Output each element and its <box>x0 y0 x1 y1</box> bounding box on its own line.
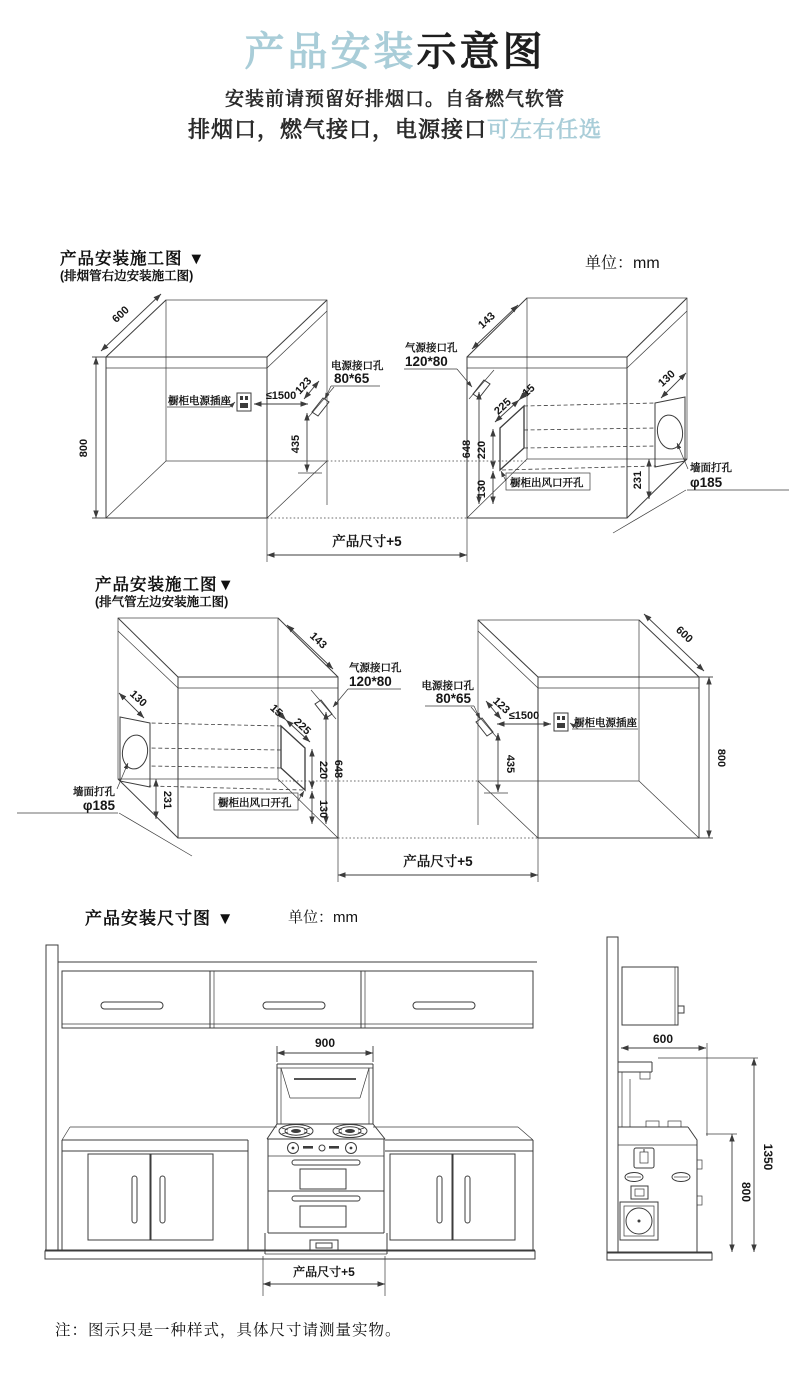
socket-icon <box>554 713 568 731</box>
diagram-kitchen-elevation <box>0 935 790 1300</box>
dim-total-height: 1350 <box>761 1143 775 1171</box>
cabinet-handle <box>465 1176 470 1223</box>
power-hole <box>476 718 493 736</box>
page-subtitle-2 <box>0 113 790 144</box>
pot-support <box>646 1121 659 1127</box>
drawer-handle <box>292 1160 360 1165</box>
label-wall-hole: 墙面打孔 <box>73 786 115 798</box>
product-width-dimension <box>267 461 527 562</box>
stove-side-profile <box>618 1062 702 1252</box>
vent-opening <box>281 726 305 790</box>
dim-vent-top-offset: 15 <box>267 702 285 720</box>
dim-vent-top-offset: 15 <box>520 382 538 400</box>
cabinet-handle <box>437 1176 442 1223</box>
label-vent-opening: 橱柜出风口开孔 <box>218 797 292 809</box>
integrated-stove <box>263 1036 387 1296</box>
power-hole <box>312 398 329 416</box>
floor-hatch <box>45 1251 535 1259</box>
dim-vent-height: 220 <box>317 760 329 780</box>
dim-cabinet-depth: 600 <box>673 624 695 646</box>
cabinet-right-dimensions <box>404 305 789 533</box>
label-wall-hole-size: φ185 <box>690 475 723 490</box>
control-marks <box>329 1146 339 1149</box>
upper-cabinets <box>62 971 533 1028</box>
side-outlet <box>631 1186 648 1199</box>
cabinet-knob <box>678 1006 684 1013</box>
socket-icon <box>237 393 251 411</box>
label-power-hole-size: 80*65 <box>334 371 370 386</box>
product-width-dimension <box>263 1256 385 1296</box>
diagram3-title: 产品安装尺寸图 ▼ <box>85 909 235 928</box>
label-gas-hole-size: 120*80 <box>349 674 392 689</box>
diagram-vent-right <box>0 280 790 580</box>
base-cabinet-right <box>390 1140 533 1250</box>
page-title-accent: 产品安装 <box>244 30 417 74</box>
cabinet-left-wireframe <box>106 300 327 518</box>
page-title-main: 示意图 <box>416 30 546 74</box>
side-socket <box>634 1148 654 1168</box>
dim-depth: 600 <box>652 1032 674 1046</box>
cooktop <box>267 1124 385 1139</box>
dim-counter-height: 800 <box>739 1181 753 1203</box>
floor-hatch-side <box>607 1253 712 1260</box>
side-tab <box>697 1160 702 1169</box>
page-subtitle-2-dark: 排烟口，燃气接口，电源接口 <box>187 117 487 142</box>
label-vent-opening: 橱柜出风口开孔 <box>510 477 584 489</box>
cabinet-handle <box>132 1176 137 1223</box>
control-button-center <box>319 1145 325 1151</box>
dim-power-hole-offset: 123 <box>490 695 512 717</box>
dim-vent-height: 220 <box>476 440 488 460</box>
cabinet-handle <box>413 1002 475 1009</box>
label-power-hole: 电源接口孔 <box>421 680 474 692</box>
diagram1-title: 产品安装施工图 ▼ <box>60 250 206 268</box>
gas-hole <box>473 380 490 398</box>
label-gas-hole: 气源接口孔 <box>405 342 458 354</box>
dim-cabinet-height: 800 <box>715 748 727 768</box>
dim-side-height: 648 <box>461 439 473 459</box>
dim-top-offset: 143 <box>476 310 498 332</box>
wall-hole-circle <box>120 733 149 770</box>
dim-side-height: 648 <box>332 759 344 779</box>
dim-wall-hole-offset: 130 <box>656 368 678 390</box>
diagram-vent-left <box>0 610 790 900</box>
diagram2-title: 产品安装施工图▼ <box>95 576 235 594</box>
dim-vent-bottom: 130 <box>317 799 329 819</box>
dim-product-width: 产品尺寸+5 <box>293 1265 355 1279</box>
dim-power-hole-height: 435 <box>504 754 516 774</box>
diagram3-unit: 单位：mm <box>288 909 358 926</box>
kick-vent <box>310 1240 338 1251</box>
dim-socket-distance: ≤1500 <box>265 390 297 402</box>
drawer-handle <box>292 1196 360 1201</box>
base-cabinet-left <box>62 1140 248 1250</box>
wall-hole-frame <box>655 397 685 467</box>
label-cabinet-socket: 橱柜电源插座 <box>168 395 231 407</box>
upper-cabinet-side <box>622 967 684 1025</box>
dim-wall-hole-bottom: 231 <box>632 470 644 490</box>
label-power-hole: 电源接口孔 <box>331 360 384 372</box>
dim-vent-bottom: 130 <box>476 479 488 499</box>
label-wall-hole: 墙面打孔 <box>690 462 732 474</box>
stove-body <box>265 1139 387 1254</box>
label-gas-hole-size: 120*80 <box>405 354 448 369</box>
dim-cabinet-depth: 600 <box>110 304 132 326</box>
dim-wall-hole-bottom: 231 <box>161 790 173 810</box>
wall-hole-frame <box>120 717 150 787</box>
dim-top-offset: 143 <box>307 630 329 652</box>
pot-support <box>668 1121 681 1127</box>
cabinet-handle <box>160 1176 165 1223</box>
side-tab <box>697 1196 702 1205</box>
burner-left <box>279 1125 313 1138</box>
diagram2-subtitle: (排气管左边安装施工图) <box>95 595 229 609</box>
cabinet-handle <box>263 1002 325 1009</box>
gas-hole <box>315 700 332 718</box>
wall-hole-circle <box>655 413 684 450</box>
dim-cabinet-height: 800 <box>78 438 90 458</box>
drawer-window <box>300 1169 346 1189</box>
drawer-window <box>300 1206 346 1227</box>
label-gas-hole: 气源接口孔 <box>349 662 402 674</box>
side-dimensions <box>621 1032 775 1252</box>
dim-vent-width: 225 <box>492 396 514 418</box>
units-label: 单位：mm <box>585 255 660 272</box>
cabinet-handle <box>101 1002 163 1009</box>
dim-socket-distance: ≤1500 <box>508 710 540 722</box>
dim-vent-width: 225 <box>291 716 313 738</box>
page-subtitle-1: 安装前请预留好排烟口。自备燃气软管 <box>224 89 565 110</box>
cabinet-left-dimensions <box>78 294 161 518</box>
kick-vent-inner <box>316 1243 332 1248</box>
front-elevation <box>45 945 537 1296</box>
dim-product-width: 产品尺寸+5 <box>403 854 473 869</box>
dim-wall-hole-offset: 130 <box>127 688 149 710</box>
diagram1-subtitle: (排烟管右边安装施工图) <box>60 269 194 283</box>
vent-opening <box>500 406 524 470</box>
wall-hatch-side <box>607 937 618 1253</box>
burner-right <box>333 1125 367 1138</box>
label-power-hole-size: 80*65 <box>435 691 471 706</box>
dim-product-width: 产品尺寸+5 <box>332 534 402 549</box>
wall-hatch-left <box>46 945 58 1250</box>
dim-power-hole-height: 435 <box>290 434 302 454</box>
label-cabinet-socket: 橱柜电源插座 <box>574 717 637 729</box>
control-marks <box>303 1146 313 1149</box>
power-socket-assembly <box>422 679 639 793</box>
dim-power-hole-offset: 123 <box>293 375 315 397</box>
power-socket-assembly <box>167 359 384 473</box>
range-hood <box>277 1064 373 1124</box>
side-view <box>607 937 775 1260</box>
cabinet-left-dimensions <box>17 625 402 856</box>
page-title <box>0 20 790 77</box>
label-wall-hole-size: φ185 <box>82 798 115 813</box>
dim-hood-width: 900 <box>314 1036 336 1050</box>
footnote: 注：图示只是一种样式，具体尺寸请测量实物。 <box>55 1322 402 1339</box>
side-fan-vent <box>620 1202 658 1240</box>
page-subtitle-2-accent: 可左右任选 <box>487 117 603 142</box>
cabinet-right-dimensions <box>644 614 727 838</box>
product-width-dimension <box>278 781 538 882</box>
